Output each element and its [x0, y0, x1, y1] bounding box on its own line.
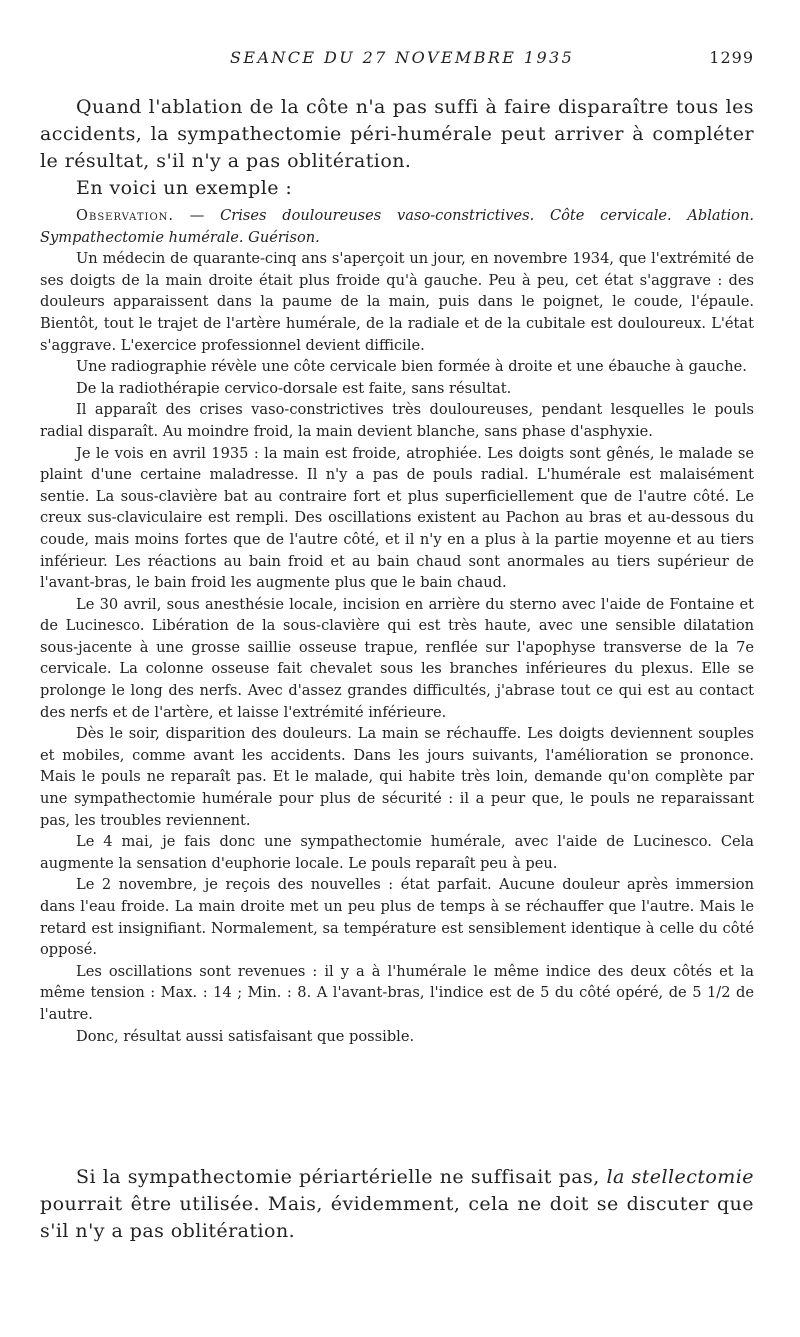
intro-section	[40, 94, 754, 202]
observation-paragraph: Le 4 mai, je fais donc une sympathectomie humérale, avec l'aide de Lucinesco. Cela augmente la sensation d'euphorie locale. Le pouls reparaît peu à peu.	[40, 833, 754, 872]
conclusion-italic: la stellectomie	[606, 1166, 754, 1188]
conclusion-paragraph	[40, 1164, 754, 1245]
observation-paragraph: De la radiothérapie cervico-dorsale est faite, sans résultat.	[76, 379, 512, 397]
observation-paragraph: Dès le soir, disparition des douleurs. La main se réchauffe. Les doigts deviennent souples et mobiles, comme avant les accidents. Dans les jours suivants, l'amélioration se prononce. Mais le pouls ne reparaît pas. Et le malade, qui habite très loin, demande qu'on complète par une sympathectomie humérale pour plus de sécurité : il a peur que, le pouls ne reparaissant pas, les troubles reviennent.	[40, 725, 754, 829]
conclusion-section	[40, 1164, 754, 1245]
observation-heading: Observation. — Crises douloureuses vaso-constrictives. Côte cervicale. Ablation. Sympathectomie humérale. Guérison.	[40, 207, 754, 246]
running-header	[40, 48, 754, 72]
intro-paragraph: En voici un exemple :	[76, 177, 293, 199]
observation-paragraph: Une radiographie révèle une côte cervicale bien formée à droite et une ébauche à gauche.	[76, 358, 747, 376]
observation-label: Observation.	[76, 207, 175, 224]
intro-paragraph: Quand l'ablation de la côte n'a pas suffi à faire disparaître tous les accidents, la sympathectomie péri-humérale peut arriver à compléter le résultat, s'il n'y a pas oblitération.	[40, 96, 754, 172]
observation-paragraph: Donc, résultat aussi satisfaisant que possible.	[76, 1027, 415, 1045]
observation-paragraph: Un médecin de quarante-cinq ans s'aperçoit un jour, en novembre 1934, que l'extrémité de ses doigts de la main droite était plus froide qu'à gauche. Peu à peu, cet état s'aggrave : des douleurs apparaissent dans la paume de la main, puis dans le poignet, le coude, l'épaule. Bientôt, tout le trajet de l'artère humérale, de la radiale et de la cubitale est douloureux. L'état s'aggrave. L'exercice professionnel devient difficile.	[40, 250, 754, 354]
observation-paragraph: Je le vois en avril 1935 : la main est froide, atrophiée. Les doigts sont gênés, le malade se plaint d'une certaine maladresse. Il n'y a pas de pouls radial. L'humérale est malaisément sentie. La sous-clavière bat au contraire fort et plus superficiellement que de l'autre côté. Le creux sus-claviculaire est rempli. Des oscillations existent au Pachon au bras et au-dessous du coude, mais moins fortes que de l'autre côté, et il n'y en a plus à la partie moyenne et au tiers inférieur. Les réactions au bain froid et au bain chaud sont anormales au tiers supérieur de l'avant-bras, le bain froid les augmente plus que le bain chaud.	[40, 444, 754, 592]
running-title: SEANCE DU 27 NOVEMBRE 1935	[230, 48, 575, 67]
observation-paragraph: Le 2 novembre, je reçois des nouvelles : état parfait. Aucune douleur après immersion dans l'eau froide. La main droite met un peu plus de temps à se réchauffer que l'autre. Mais le retard est insignifiant. Normalement, sa température est sensiblement identique à celle du côté opposé.	[40, 876, 754, 959]
observation-paragraph: Il apparaît des crises vaso-constrictives très douloureuses, pendant lesquelles le pouls radial disparaît. Au moindre froid, la main devient blanche, sans phase d'asphyxie.	[40, 401, 754, 440]
observation-paragraph: Les oscillations sont revenues : il y a à l'humérale le même indice des deux côtés et la même tension : Max. : 14 ; Min. : 8. A l'avant-bras, l'indice est de 5 du côté opéré, de 5 1/2 de l'autre.	[40, 962, 754, 1023]
conclusion-text-after: pourrait être utilisée. Mais, évidemment, cela ne doit se discuter que s'il n'y a pas oblitération.	[40, 1193, 754, 1242]
observation-paragraph: Le 30 avril, sous anesthésie locale, incision en arrière du sterno avec l'aide de Fontaine et de Lucinesco. Libération de la sous-clavière qui est très haute, avec une sensible dilatation sous-jacente à une grosse saillie osseuse trapue, renflée sur l'apophyse transverse de la 7e cervicale. La colonne osseuse fait chevalet sous les branches inférieures du plexus. Elle se prolonge le long des nerfs. Avec d'assez grandes difficultés, j'abrase tout ce qui est au contact des nerfs et de l'artère, et laisse l'extrémité inférieure.	[40, 595, 754, 721]
conclusion-text-before: Si la sympathectomie périartérielle ne suffisait pas,	[76, 1166, 607, 1188]
observation-title: Crises douloureuses vaso-constrictives. Côte cervicale. Ablation. Sympathectomie humérale. Guérison.	[40, 207, 754, 246]
page-number: 1299	[709, 48, 754, 67]
observation-section	[40, 205, 754, 1047]
